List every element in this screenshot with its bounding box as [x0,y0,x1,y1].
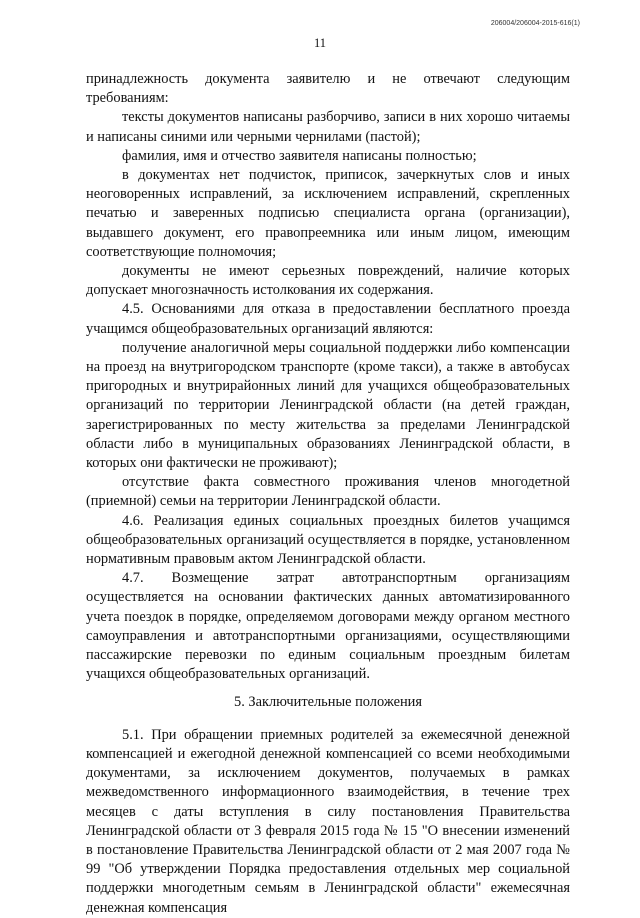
paragraph: документы не имеют серьезных повреждений, наличие которых допускает многозначность истолкования их содержания. [86,263,570,299]
paragraph: в документах нет подчисток, приписок, зачеркнутых слов и иных неоговоренных исправлений, за исключением исправлений, скрепленных печатью и заверенных подписью специалиста органа (организации), выдавшего документ, его правопреемника или иным лицом, имеющим соответствующие полномочия; [86,167,570,260]
paragraph: тексты документов написаны разборчиво, записи в них хорошо читаемы и написаны синими или черными чернилами (пастой); [86,109,570,145]
paragraphs-before-section [86,70,570,685]
paragraphs-after-section [86,726,570,918]
paragraph: 4.7. Возмещение затрат автотранспортным организациям осуществляется на основании фактических данных автоматизированного учета поездок в порядке, определяемом договорами между органом местного самоуправления и автотранспортными организациями, осуществляющими пассажирские перевозки по единым социальным проездным билетам учащихся общеобразовательных организаций. [86,570,570,683]
paragraph: 4.5. Основаниями для отказа в предоставлении бесплатного проезда учащимся общеобразовательных организаций являются: [86,301,570,337]
document-code: 206004/206004-2015-616(1) [490,20,580,27]
paragraph: 4.6. Реализация единых социальных проездных билетов учащимся общеобразовательных организаций осуществляется в порядке, установленном нормативным правовым актом Ленинградской области. [86,512,570,568]
paragraph: фамилия, имя и отчество заявителя написаны полностью; [122,147,477,164]
paragraph: отсутствие факта совместного проживания членов многодетной (приемной) семьи на территории Ленинградской области. [86,474,570,510]
paragraph: получение аналогичной меры социальной поддержки либо компенсации на проезд на внутригородском транспорте (кроме такси), а также в автобусах пригородных и внутрирайонных линий для учащихся общеобразовательных организаций по территории Ленинградской области (на детей граждан, зарегистрированных по месту жительства за пределами Ленинградской области либо в муниципальных образованиях Ленинградской области, в которых они фактически не проживают); [86,339,570,472]
section-heading: 5. Заключительные положения [234,693,422,710]
document-body [86,70,570,918]
paragraph: 5.1. При обращении приемных родителей за ежемесячной денежной компенсацией и ежегодной денежной компенсацией со всеми необходимыми документами, за исключением документов, получаемых в рамках межведомственного информационного взаимодействия, в течение трех месяцев с даты вступления в силу постановления Правительства Ленинградской области от 3 февраля 2015 года № 15 "О внесении изменений в постановление Правительства Ленинградской области от 2 мая 2007 года № 99 "Об утверждении Порядка предоставления отдельных мер социальной поддержки многодетным семьям в Ленинградской области" ежемесячная денежная компенсация [86,726,570,916]
page-number: 11 [313,36,327,50]
paragraph: принадлежность документа заявителю и не отвечают следующим требованиям: [86,71,570,107]
